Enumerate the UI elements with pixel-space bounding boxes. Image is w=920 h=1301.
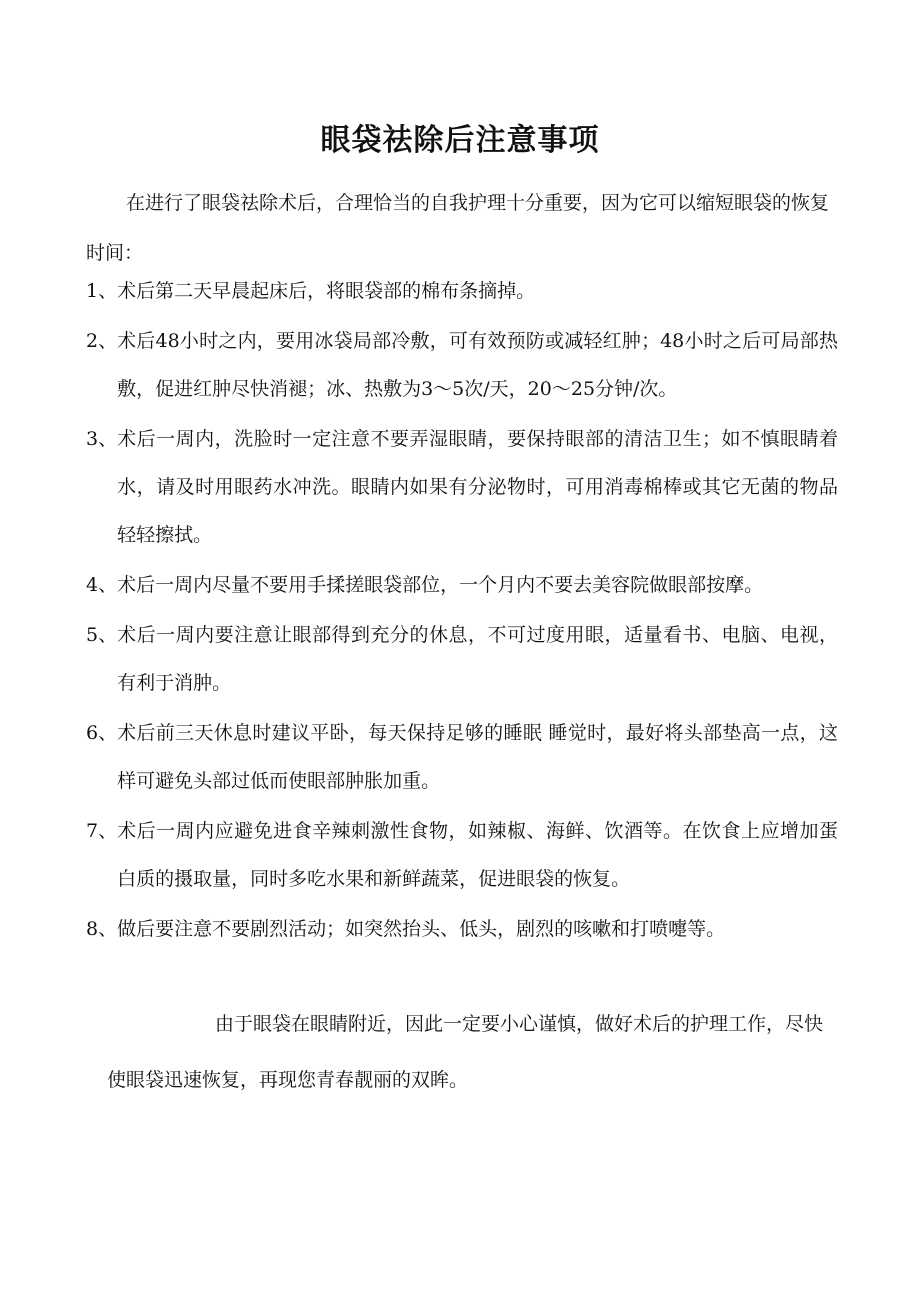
page-title: 眼袋祛除后注意事项 <box>320 123 600 158</box>
item-text: 术后一周内尽量不要用手揉搓眼袋部位，一个月内不要去美容院做眼部按摩。 <box>117 574 764 596</box>
list-item <box>86 317 838 413</box>
list-item <box>86 807 838 903</box>
item-number: 3、 <box>86 428 118 450</box>
item-text: 术后一周内要注意让眼部得到充分的休息，不可过度用眼，适量看书、电脑、电视，有利于消肿。 <box>117 624 838 694</box>
item-text: 术后一周内，洗脸时一定注意不要弄湿眼睛，要保持眼部的清洁卫生；如不慎眼睛着水，请及时用眼药水冲洗。眼睛内如果有分泌物时，可用消毒棉棒或其它无菌的物品轻轻擦拭。 <box>117 428 838 546</box>
item-text: 术后第二天早晨起床后，将眼袋部的棉布条摘掉。 <box>117 280 536 302</box>
item-number: 1、 <box>86 280 118 302</box>
closing-paragraph: 由于眼袋在眼睛附近，因此一定要小心谨慎，做好术后的护理工作，尽快使眼袋迅速恢复，再现您青春靓丽的双眸。 <box>107 1013 824 1091</box>
care-instructions-list <box>86 267 838 955</box>
item-number: 6、 <box>86 722 118 744</box>
list-item <box>86 415 838 559</box>
list-item <box>86 905 838 953</box>
item-text: 做后要注意不要剧烈活动；如突然抬头、低头，剧烈的咳嗽和打喷嚏等。 <box>117 918 726 940</box>
list-item <box>86 561 838 609</box>
list-item <box>86 611 838 707</box>
item-text: 术后一周内应避免进食辛辣刺激性食物，如辣椒、海鲜、饮酒等。在饮食上应增加蛋白质的摄取量，同时多吃水果和新鲜蔬菜，促进眼袋的恢复。 <box>117 820 838 890</box>
list-item <box>86 709 838 805</box>
item-number: 7、 <box>86 820 118 842</box>
item-number: 5、 <box>86 624 118 646</box>
intro-paragraph: 在进行了眼袋祛除术后，合理恰当的自我护理十分重要，因为它可以缩短眼袋的恢复时间： <box>86 192 830 264</box>
item-text: 术后48小时之内，要用冰袋局部冷敷，可有效预防或减轻红肿；48小时之后可局部热敷，促进红肿尽快消褪；冰、热敷为3～5次/天，20～25分钟/次。 <box>117 330 838 400</box>
item-number: 2、 <box>86 330 118 352</box>
list-item <box>86 267 838 315</box>
item-number: 4、 <box>86 574 118 596</box>
item-text: 术后前三天休息时建议平卧，每天保持足够的睡眠 睡觉时，最好将头部垫高一点，这样可避免头部过低而使眼部肿胀加重。 <box>117 722 838 792</box>
item-number: 8、 <box>86 918 118 940</box>
